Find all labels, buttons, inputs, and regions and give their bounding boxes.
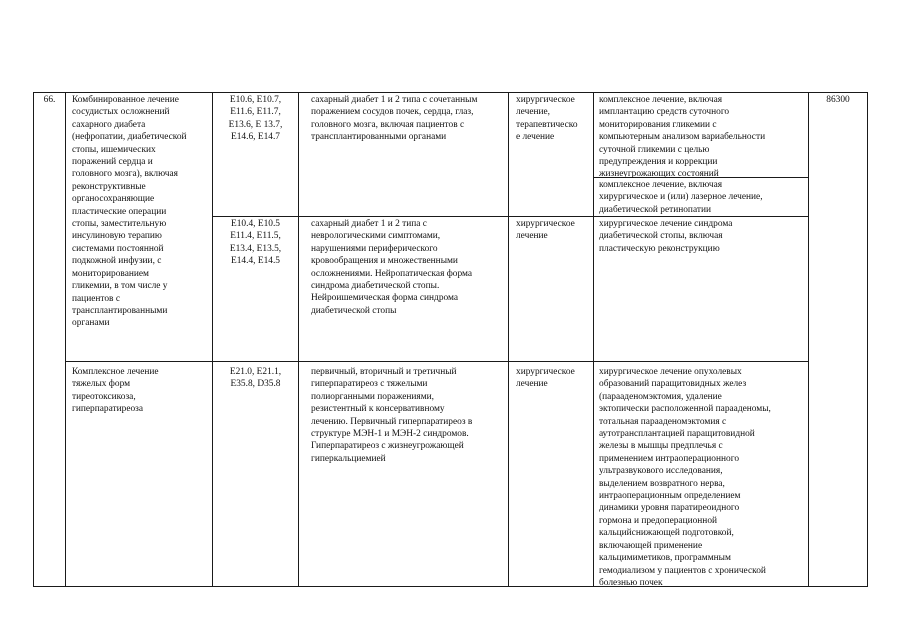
treatment-method: комплексное лечение, включая имплантацию средств суточного мониторирования гликемии с компьютерным анализом вариабельности суточной гликемии с целью предупреждения и коррекции жизнеугрожающих состояний [599, 95, 766, 180]
diagnosis-codes: E10.4, E10.5 E11.4, E11.5, E13.4, E13.5, E14.4, E14.5 [229, 219, 282, 267]
col-sep [212, 92, 213, 587]
price: 86300 [826, 95, 850, 105]
treatment-method: комплексное лечение, включая хирургическое и (или) лазерное лечение, диабетической ретинопатии [599, 180, 763, 215]
table-border-top [33, 92, 868, 93]
diagnosis-codes: E10.6, E10.7, E11.6, E11.7, E13.6, E 13.7, E14.6, E14.7 [228, 95, 283, 143]
col-sep [808, 92, 809, 587]
row-number: 66. [43, 95, 56, 105]
group-name: Комплексное лечение тяжелых форм тиреотоксикоза, гиперпаратиреоза [72, 367, 159, 415]
diagnosis-codes: E21.0, E21.1, E35.8, D35.8 [229, 367, 282, 390]
col-sep [593, 92, 594, 587]
patient-model: сахарный диабет 1 и 2 типа с неврологическими симптомами, нарушениями периферического кровообращения и множественными осложнениями. Нейропатическая форма синдрома диабетической стопы. Нейроишемическая форма синдрома диабетической стопы [311, 219, 473, 316]
group-name: Комбинированное лечение сосудистых осложнений сахарного диабета (нефропатии, диабетической стопы, ишемических поражений сердца и головного мозга), включая реконструктивные органосохраняющие пластические операции стопы, заместительную инсулиновую терапию системами постоянной подкожной инфузии, с мониторированием гликемии, в том числе у пациентов с трансплантированными органами [72, 95, 187, 329]
patient-model: первичный, вторичный и третичный гиперпаратиреоз с тяжелыми полиорганными поражениями, резистентный к консервативному лечению. Первичный гиперпаратиреоз в структуре МЭН-1 и МЭН-2 синдромов. Гиперпаратиреоз с жизнеугрожающей гиперкальциемией [311, 367, 473, 464]
row-sep [65, 361, 809, 362]
col-sep [298, 92, 299, 587]
treatment-method: хирургическое лечение опухолевых образований паращитовидных желез (парааденомэктомия, удаление эктопически расположенной парааденомы, тотальная парааденомэктомия с аутотрансплантацией паращитовидной железы в мышцы предплечья с применением интраоперационного ультразвукового исследования, выделением возвратного нерва, интраоперационным определением динамики уровня паратиреоидного гормона и предоперационной кальцийснижающей подготовкой, включающей применение кальцимиметиков, программным гемодиализом у пациентов с хронической болезнью почек [599, 367, 771, 588]
treatment-type: хирургическое лечение, терапевтическо е лечение [516, 95, 578, 143]
treatment-type: хирургическое лечение [516, 219, 575, 242]
table-border-left [33, 92, 34, 587]
treatment-method: хирургическое лечение синдрома диабетической стопы, включая пластическую реконструкцию [599, 219, 733, 254]
col-sep [65, 92, 66, 587]
table-border-right [867, 92, 868, 587]
patient-model: сахарный диабет 1 и 2 типа с сочетанным поражением сосудов почек, сердца, глаз, головного мозга, включая пациентов с трансплантированными органами [311, 95, 478, 143]
treatment-type: хирургическое лечение [516, 367, 575, 390]
col-sep [508, 92, 509, 587]
